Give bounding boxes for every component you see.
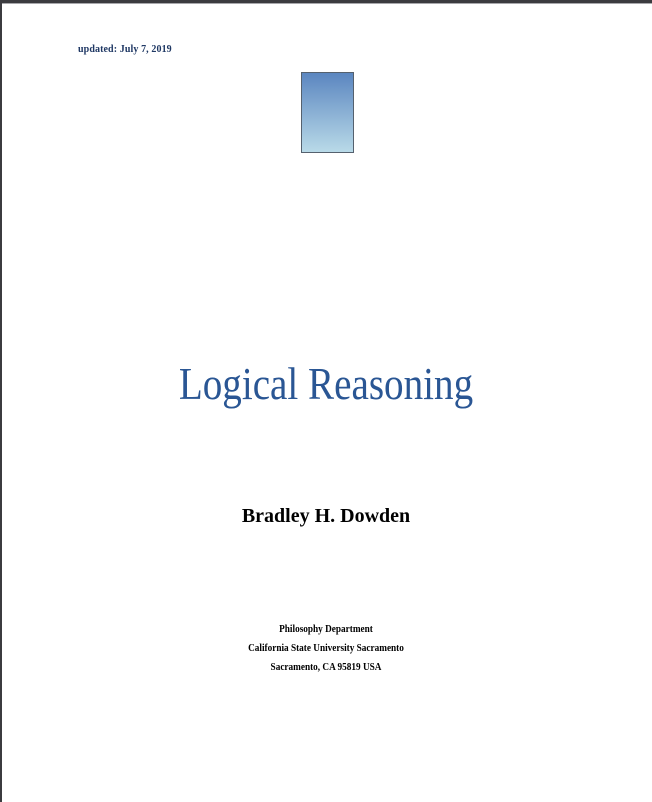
document-title: Logical Reasoning bbox=[178, 358, 474, 409]
author-name: Bradley H. Dowden bbox=[241, 505, 411, 527]
affiliation-line-department: Philosophy Department bbox=[279, 624, 373, 635]
page-top-edge bbox=[0, 0, 652, 4]
affiliation-line-address: Sacramento, CA 95819 USA bbox=[270, 662, 382, 673]
cover-gradient-graphic bbox=[301, 72, 354, 153]
affiliation-line-university: California State University Sacramento bbox=[248, 643, 404, 654]
affiliation-block bbox=[39, 620, 613, 677]
page-left-edge bbox=[0, 0, 2, 802]
updated-date-label: updated: July 7, 2019 bbox=[78, 44, 172, 55]
